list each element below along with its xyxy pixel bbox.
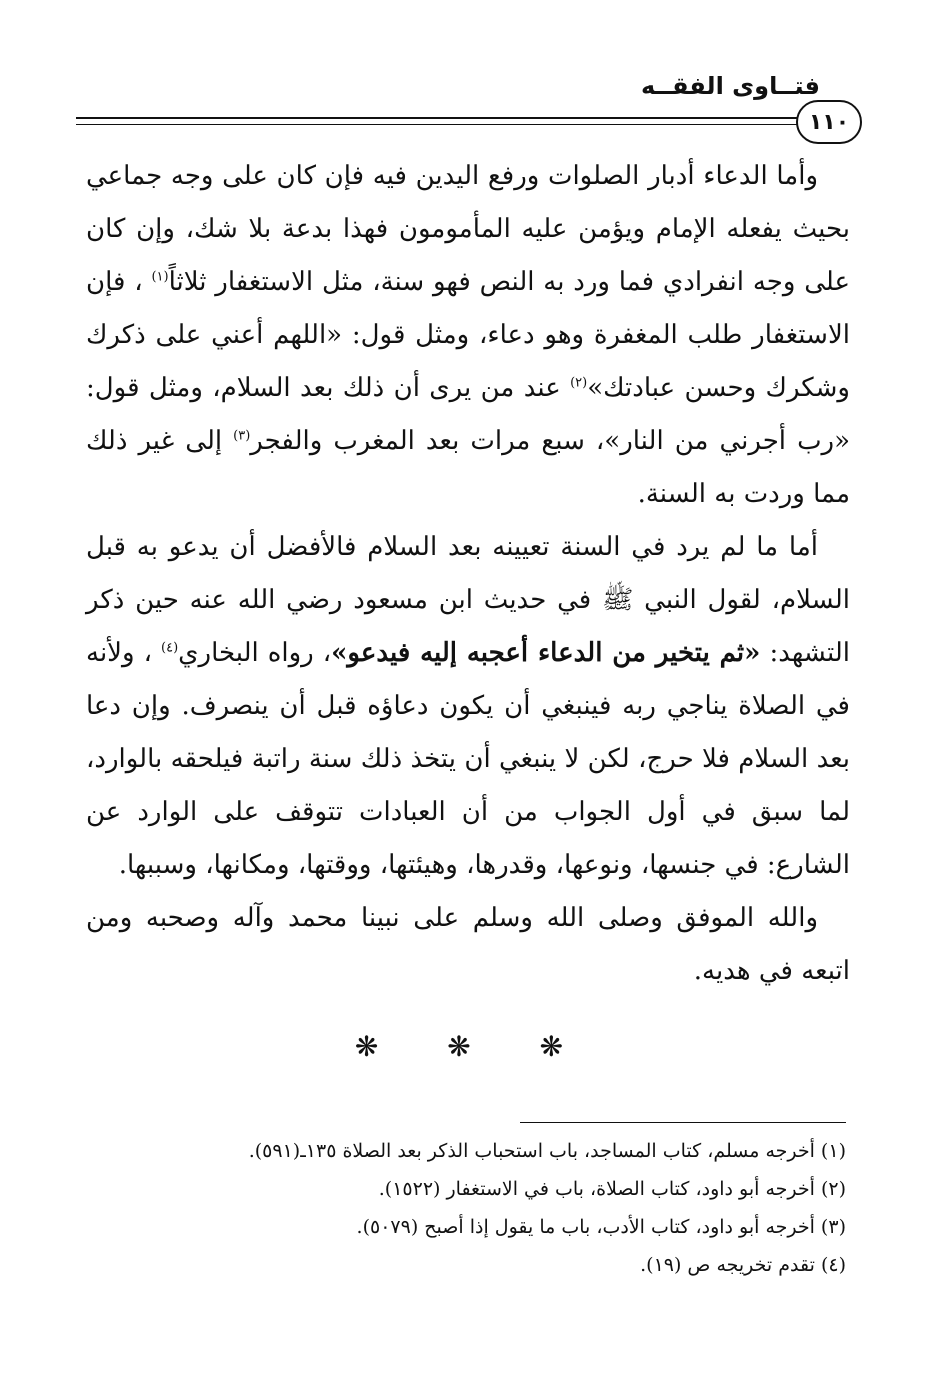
paragraph-1-part-d: إلى غير ذلك مما وردت به السنة. [86,426,850,509]
paragraph-2 [86,521,850,892]
footnote-ref-2: (٢) [570,375,588,391]
paragraph-3: والله الموفق وصلى الله وسلم على نبينا محمد وآله وصحبه ومن اتبعه في هديه. [86,903,850,986]
footnote-ref-1: (١) [151,269,169,285]
body-text [86,150,850,998]
header-rule-thin [76,124,800,125]
paragraph-2-part-b: ، رواه البخاري [178,638,332,668]
paragraph-2-part-a: أما ما لم يرد في السنة تعيينه بعد السلام فالأفضل أن يدعو به قبل السلام، لقول النبي ﷺ في حديث ابن مسعود رضي الله عنه حين ذكر التشهد: [86,532,851,668]
footnote-rule [520,1122,846,1123]
page-number: ١١٠ [796,100,862,144]
paragraph-1-part-a: وأما الدعاء أدبار الصلوات ورفع اليدين فيه فإن كان على وجه جماعي بحيث يفعله الإمام ويؤمن عليه المأمومون فهذا بدعة بلا شك، وإن كان على وجه انفرادي فما ورد به النص فهو سنة، مثل الاستغفار ثلاثاً [86,161,850,297]
section-separator: ❋ ❋ ❋ [354,1030,594,1063]
footnote-3: (٣) أخرجه أبو داود، كتاب الأدب، باب ما يقول إذا أصبح (٥٠٧٩). [356,1216,846,1238]
paragraph-1-part-b: ، فإن الاستغفار طلب المغفرة وهو دعاء، ومثل قول: «اللهم أعني على ذكرك وشكرك وحسن عبادتك» [86,267,850,403]
footnote-1: (١) أخرجه مسلم، كتاب المساجد، باب استحباب الذكر بعد الصلاة ١٣٥ـ(٥٩١). [248,1140,846,1162]
footnote-4: (٤) تقدم تخريجه ص (١٩). [640,1254,846,1276]
footnote-ref-4: (٤) [161,640,179,656]
hadith-quote: «ثم يتخير من الدعاء أعجبه إليه فيدعو» [331,638,761,668]
footnote-ref-3: (٣) [233,428,251,444]
footnotes [86,1132,846,1284]
paragraph-2-part-c: ، ولأنه في الصلاة يناجي ربه فينبغي أن يكون دعاؤه قبل أن ينصرف. وإن دعا بعد السلام فلا حرج، لكن لا ينبغي أن يتخذ ذلك سنة راتبة فيلحقه بالوارد، لما سبق في أول الجواب من أن العبادات تتوقف على الوارد عن الشارع: في جنسها، ونوعها، وقدرها، وهيئتها، ووقتها، ومكانها، وسببها. [86,638,850,880]
paragraph-1-part-c: عند من يرى أن ذلك بعد السلام، ومثل قول: «رب أجرني من النار»، سبع مرات بعد المغرب والفجر [86,373,851,456]
footnote-2: (٢) أخرجه أبو داود، كتاب الصلاة، باب في الاستغفار (١٥٢٢). [378,1178,846,1200]
paragraph-1 [86,150,850,521]
header-rule [76,117,800,119]
running-header-title: فتــاوى الفقــه [641,72,820,100]
